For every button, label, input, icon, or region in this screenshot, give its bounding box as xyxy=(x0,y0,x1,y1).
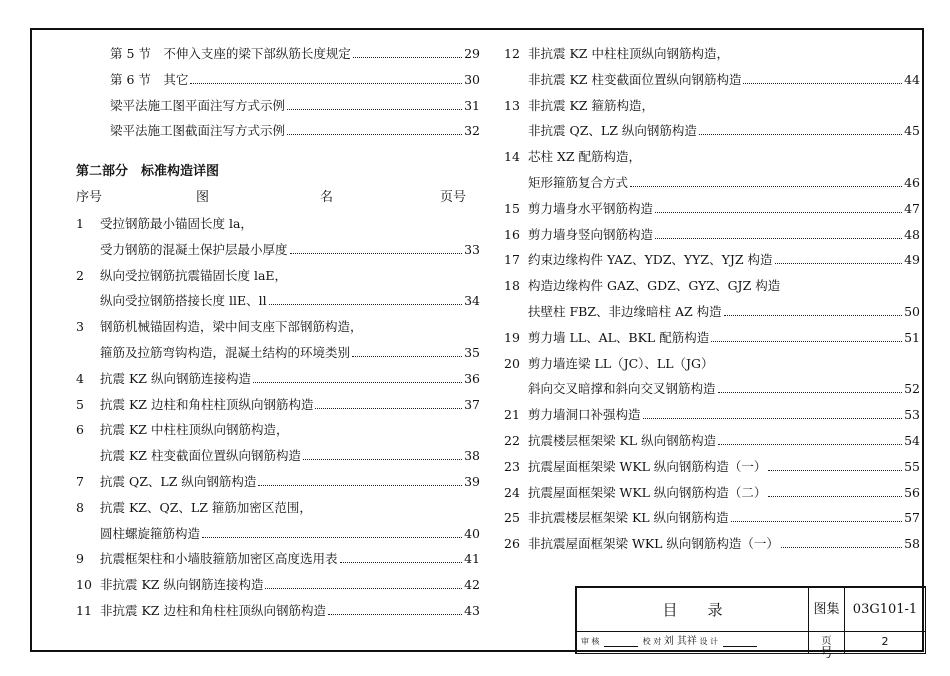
toc-line xyxy=(504,326,920,350)
toc-line xyxy=(76,393,480,417)
page-frame xyxy=(30,28,924,661)
toc-line xyxy=(504,481,920,505)
item-title: 第 5 节 不伸入支座的梁下部纵筋长度规定 xyxy=(110,46,351,61)
item-title: 纵向受拉钢筋抗震锚固长度 laE， xyxy=(100,267,288,283)
dot-leader xyxy=(768,456,902,471)
header-title-1: 图 xyxy=(196,190,210,205)
dot-leader xyxy=(303,445,462,460)
toc-line xyxy=(76,522,480,546)
item-title: 扶壁柱 FBZ、非边缘暗柱 AZ 构造 xyxy=(528,304,722,319)
item-page: 44 xyxy=(904,71,920,87)
dot-leader xyxy=(190,69,462,84)
item-title: 抗震 KZ 边柱和角柱柱顶纵向钢筋构造 xyxy=(100,396,314,412)
toc-line xyxy=(76,547,480,571)
toc-line xyxy=(504,223,920,247)
item-page: 49 xyxy=(904,252,920,268)
item-title: 剪力墙连梁 LL（JC）、LL（JG） xyxy=(528,355,714,371)
dot-leader xyxy=(315,394,462,409)
item-number: 8 xyxy=(76,499,84,515)
toc-line xyxy=(504,171,920,195)
toc-line xyxy=(76,470,480,494)
toc-line xyxy=(504,274,920,298)
item-title: 受力钢筋的混凝土保护层最小厚度 xyxy=(100,241,288,257)
item-number: 2 xyxy=(76,267,84,283)
item-page: 54 xyxy=(904,433,920,448)
item-number: 26 xyxy=(504,536,520,552)
item-title: 抗震屋面框架梁 WKL 纵向钢筋构造（一） xyxy=(528,458,767,474)
toc-line xyxy=(504,68,920,92)
item-number: 17 xyxy=(504,252,520,268)
part-title: 第二部分 标准构造详图 xyxy=(76,164,220,179)
dot-leader xyxy=(724,301,902,316)
dot-leader xyxy=(731,507,903,522)
item-title: 第 6 节 其它 xyxy=(110,71,189,87)
dot-leader xyxy=(699,120,902,135)
item-title: 剪力墙身竖向钢筋构造 xyxy=(528,226,654,242)
item-page: 48 xyxy=(904,226,920,242)
dot-leader xyxy=(630,172,902,187)
item-title: 抗震 KZ 柱变截面位置纵向钢筋构造 xyxy=(100,448,301,464)
item-title: 非抗震楼层框架梁 KL 纵向钢筋构造 xyxy=(528,510,729,526)
dot-leader xyxy=(655,224,902,239)
item-page: 40 xyxy=(464,525,480,541)
dot-leader xyxy=(643,404,903,419)
toc-line xyxy=(504,42,920,66)
item-title: 受拉钢筋最小锚固长度 la， xyxy=(100,216,253,231)
dot-leader xyxy=(328,600,462,615)
toc-line xyxy=(504,119,920,143)
toc-line xyxy=(76,212,480,236)
item-page: 56 xyxy=(904,484,920,500)
item-page: 31 xyxy=(464,97,480,113)
reviewer-signature xyxy=(604,636,638,647)
toc-line xyxy=(76,341,480,365)
header-title-2: 名 xyxy=(320,190,334,205)
toc-line xyxy=(504,403,920,427)
item-number: 14 xyxy=(504,149,520,165)
toc-line xyxy=(86,42,480,66)
toc-line xyxy=(76,444,480,468)
toc-line xyxy=(504,532,920,556)
toc-title: 目 录 xyxy=(577,588,809,632)
item-number: 10 xyxy=(76,577,92,593)
item-title: 芯柱 XZ 配筋构造， xyxy=(528,149,642,165)
item-number: 23 xyxy=(504,458,520,474)
item-title: 抗震 QZ、LZ 纵向钢筋构造 xyxy=(100,474,257,489)
toc-line xyxy=(504,145,920,169)
header-page: 页号 xyxy=(440,190,467,205)
item-number: 9 xyxy=(76,551,84,567)
item-page: 35 xyxy=(464,345,480,360)
item-page: 43 xyxy=(464,603,480,618)
item-number: 16 xyxy=(504,226,520,242)
toc-line xyxy=(86,119,480,143)
dot-leader xyxy=(290,239,463,254)
table-header xyxy=(76,186,474,210)
toc-line xyxy=(504,300,920,324)
dot-leader xyxy=(781,533,902,548)
toc-line xyxy=(76,418,480,442)
check-label: 校 对 xyxy=(642,637,662,646)
item-number: 15 xyxy=(504,200,520,216)
dot-leader xyxy=(352,342,462,357)
toc-line xyxy=(504,455,920,479)
item-title: 钢筋机械锚固构造，梁中间支座下部钢筋构造， xyxy=(100,319,363,335)
item-number: 5 xyxy=(76,396,84,412)
dot-leader xyxy=(718,430,902,445)
item-title: 剪力墙洞口补强构造 xyxy=(528,407,641,423)
dot-leader xyxy=(743,69,902,84)
dot-leader xyxy=(340,548,463,563)
item-title: 抗震 KZ 中柱柱顶纵向钢筋构造， xyxy=(100,422,289,438)
toc-line xyxy=(76,264,480,288)
item-title: 梁平法施工图截面注写方式示例 xyxy=(110,123,286,139)
item-number: 4 xyxy=(76,370,84,386)
item-number: 12 xyxy=(504,46,520,61)
item-title: 圆柱螺旋箍筋构造 xyxy=(100,525,201,541)
item-page: 33 xyxy=(464,241,480,257)
dot-leader xyxy=(775,249,903,264)
dot-leader xyxy=(269,290,463,305)
item-title: 斜向交叉暗撑和斜向交叉钢筋构造 xyxy=(528,381,716,397)
item-title: 抗震 KZ、QZ、LZ 箍筋加密区范围， xyxy=(100,499,312,515)
toc-line xyxy=(504,377,920,401)
toc-line xyxy=(504,506,920,530)
item-page: 57 xyxy=(904,510,920,526)
item-page: 30 xyxy=(464,71,480,87)
atlas-number: 03G101-1 xyxy=(845,588,926,632)
item-page: 34 xyxy=(464,293,480,309)
dot-leader xyxy=(768,482,902,497)
item-title: 抗震框架柱和小墙肢箍筋加密区高度选用表 xyxy=(100,551,338,567)
checker-name: 刘 其祥 xyxy=(663,636,697,647)
item-title: 非抗震 KZ 边柱和角柱柱顶纵向钢筋构造 xyxy=(100,603,326,618)
item-number: 3 xyxy=(76,319,84,335)
item-title: 纵向受拉钢筋搭接长度 llE、ll xyxy=(100,293,267,309)
item-title: 非抗震 QZ、LZ 纵向钢筋构造 xyxy=(528,123,697,139)
designer-signature xyxy=(723,636,757,647)
item-number: 20 xyxy=(504,355,520,371)
item-title: 抗震屋面框架梁 WKL 纵向钢筋构造（二） xyxy=(528,484,767,500)
item-number: 7 xyxy=(76,474,84,489)
item-title: 构造边缘构件 GAZ、GDZ、GYZ、GJZ 构造 xyxy=(528,278,781,294)
atlas-label: 图集号 xyxy=(809,588,845,632)
item-page: 41 xyxy=(464,551,480,567)
item-page: 52 xyxy=(904,381,920,397)
item-page: 50 xyxy=(904,304,920,319)
item-page: 29 xyxy=(464,46,480,61)
item-page: 37 xyxy=(464,396,480,412)
item-page: 32 xyxy=(464,123,480,139)
item-page: 42 xyxy=(464,577,480,593)
toc-line xyxy=(504,197,920,221)
item-page: 36 xyxy=(464,370,480,386)
item-number: 24 xyxy=(504,484,520,500)
item-title: 非抗震 KZ 柱变截面位置纵向钢筋构造 xyxy=(528,71,742,87)
toc-line xyxy=(504,429,920,453)
item-title: 非抗震 KZ 箍筋构造， xyxy=(528,97,654,113)
toc-line xyxy=(504,248,920,272)
item-title: 非抗震 KZ 中柱柱顶纵向钢筋构造， xyxy=(528,46,729,61)
item-title: 约束边缘构件 YAZ、YDZ、YYZ、YJZ 构造 xyxy=(528,252,773,268)
dot-leader xyxy=(253,368,462,383)
item-page: 51 xyxy=(904,329,920,345)
dot-leader xyxy=(265,574,462,589)
item-number: 19 xyxy=(504,329,520,345)
toc-line xyxy=(76,496,480,520)
design-label: 设 计 xyxy=(699,637,719,646)
toc-line xyxy=(76,367,480,391)
item-title: 剪力墙 LL、AL、BKL 配筋构造 xyxy=(528,329,710,345)
item-page: 45 xyxy=(904,123,920,139)
toc-line xyxy=(76,289,480,313)
item-number: 13 xyxy=(504,97,520,113)
item-page: 46 xyxy=(904,175,920,190)
item-number: 22 xyxy=(504,433,520,448)
item-page: 38 xyxy=(464,448,480,464)
item-page: 39 xyxy=(464,474,480,489)
item-page: 53 xyxy=(904,407,920,423)
signature-row xyxy=(577,632,809,654)
item-title: 抗震楼层框架梁 KL 纵向钢筋构造 xyxy=(528,433,717,448)
dot-leader xyxy=(202,523,462,538)
dot-leader xyxy=(718,378,903,393)
item-title: 矩形箍筋复合方式 xyxy=(528,175,629,190)
item-title: 剪力墙身水平钢筋构造 xyxy=(528,200,654,216)
toc-line xyxy=(86,94,480,118)
item-title: 非抗震屋面框架梁 WKL 纵向钢筋构造（一） xyxy=(528,536,779,552)
toc-line xyxy=(504,94,920,118)
dot-leader xyxy=(287,95,462,110)
toc-line xyxy=(76,315,480,339)
dot-leader xyxy=(258,471,462,486)
dot-leader xyxy=(353,43,462,58)
item-title: 梁平法施工图平面注写方式示例 xyxy=(110,97,286,113)
item-title: 非抗震 KZ 纵向钢筋连接构造 xyxy=(100,577,264,593)
item-number: 21 xyxy=(504,407,520,423)
item-number: 25 xyxy=(504,510,520,526)
item-page: 55 xyxy=(904,458,920,474)
toc-line xyxy=(76,573,480,597)
item-title: 箍筋及拉筋弯钩构造，混凝土结构的环境类别 xyxy=(100,345,351,360)
item-title: 抗震 KZ 纵向钢筋连接构造 xyxy=(100,370,251,386)
dot-leader xyxy=(711,327,902,342)
page-number: 2 xyxy=(845,632,926,654)
toc-line xyxy=(86,68,480,92)
item-number: 6 xyxy=(76,422,84,438)
item-number: 11 xyxy=(76,603,92,618)
toc-line xyxy=(504,352,920,376)
item-number: 1 xyxy=(76,216,84,231)
toc-line xyxy=(76,238,480,262)
toc-line xyxy=(76,599,480,623)
title-block xyxy=(575,586,926,661)
header-num: 序号 xyxy=(76,190,103,205)
dot-leader xyxy=(287,120,462,135)
item-number: 18 xyxy=(504,278,520,294)
page-label: 页 xyxy=(809,632,845,654)
review-label: 审 核 xyxy=(581,637,600,646)
dot-leader xyxy=(655,198,902,213)
item-page: 58 xyxy=(904,536,920,552)
item-page: 47 xyxy=(904,200,920,216)
